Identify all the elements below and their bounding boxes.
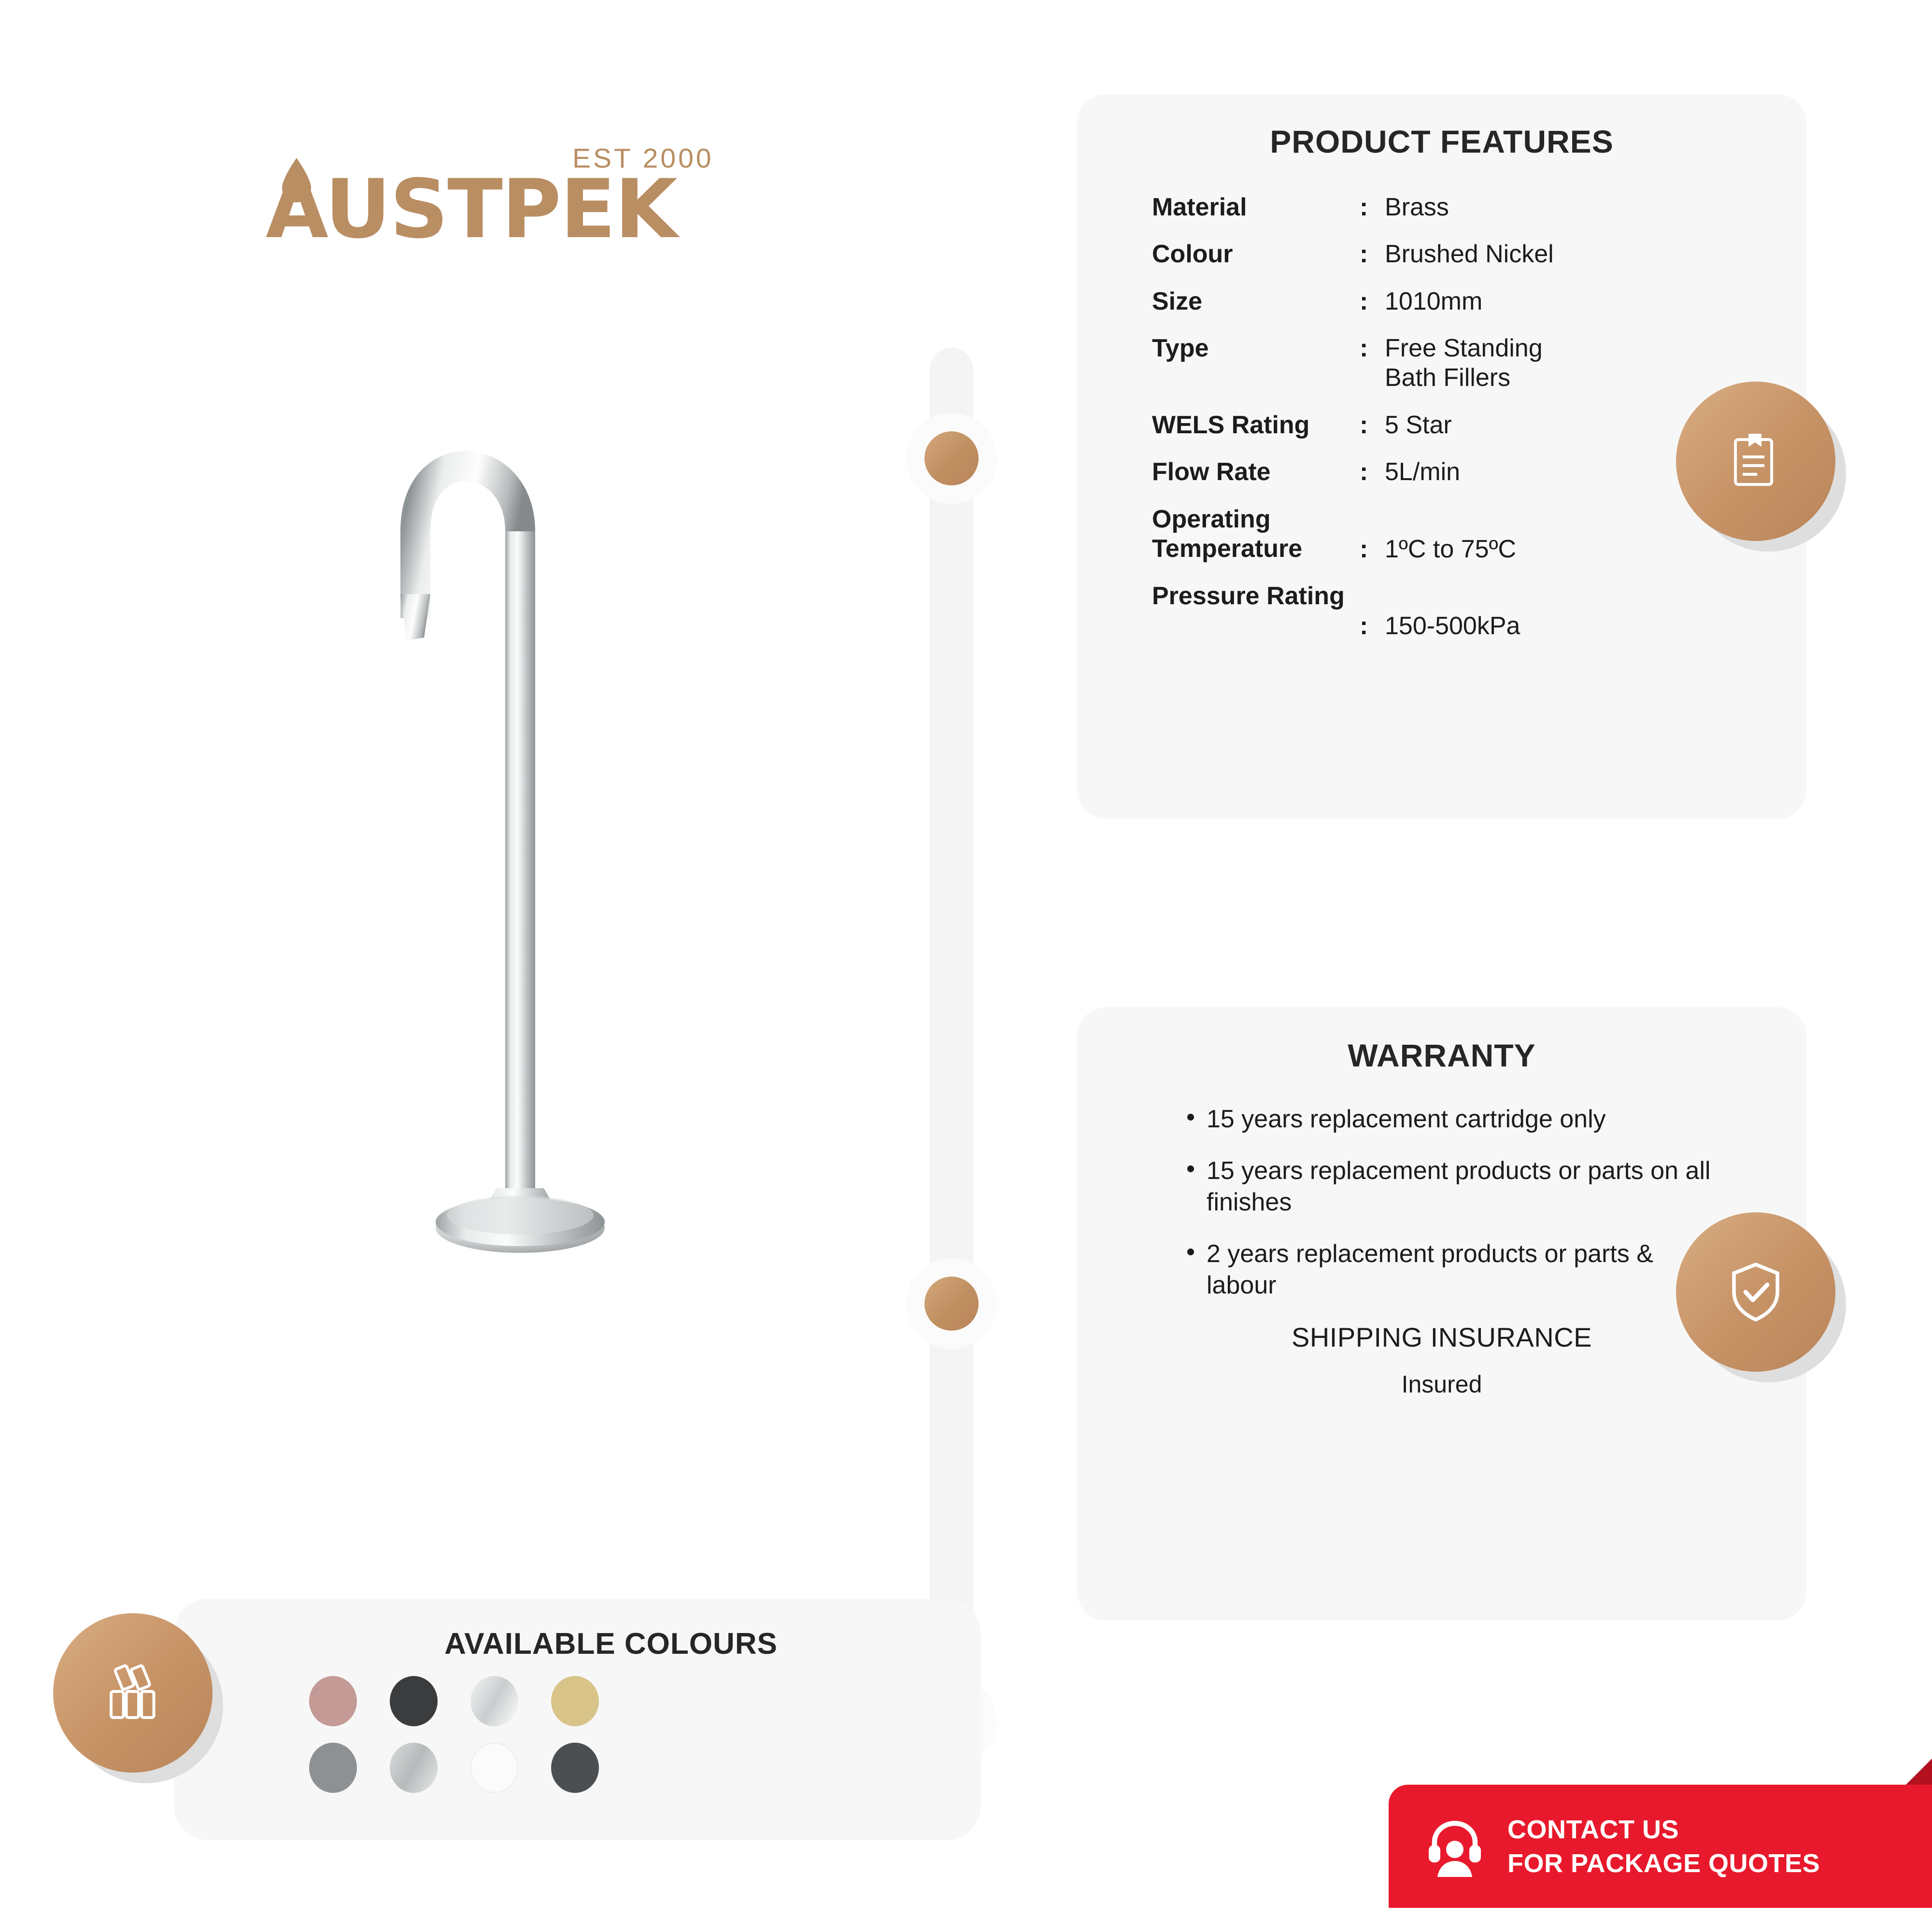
- contact-us-text: [1507, 1815, 1820, 1878]
- swatch-brushed-rose-gold[interactable]: [309, 1676, 357, 1726]
- spec-value: 1010mm: [1385, 287, 1483, 315]
- available-colours-title: AVAILABLE COLOURS: [444, 1627, 778, 1661]
- spec-separator: :: [1360, 458, 1368, 486]
- spec-separator: :: [1360, 611, 1368, 640]
- swatch-chrome[interactable]: [470, 1676, 518, 1726]
- spec-label-line1: Pressure: [1152, 582, 1260, 610]
- table-row: [1152, 457, 1746, 504]
- shipping-insurance-title: SHIPPING INSURANCE: [1292, 1322, 1592, 1352]
- document-badge: [1676, 382, 1835, 541]
- swatch-matte-white[interactable]: [470, 1743, 518, 1793]
- swatch-brushed-nickel[interactable]: [390, 1743, 438, 1793]
- table-row: [1152, 287, 1746, 334]
- spec-label: Size: [1152, 287, 1203, 315]
- spec-label: Flow Rate: [1152, 458, 1271, 486]
- spec-separator: :: [1360, 193, 1368, 221]
- spec-value: 1ºC to 75ºC: [1385, 535, 1517, 563]
- track-node-warranty: [906, 1258, 997, 1349]
- connector-track: [930, 348, 973, 1773]
- table-row: [1152, 411, 1746, 457]
- spec-value: Brushed Nickel: [1385, 240, 1554, 269]
- shipping-insurance-value: Insured: [1401, 1371, 1482, 1398]
- spec-value: 5L/min: [1385, 458, 1461, 486]
- spec-separator: :: [1360, 411, 1368, 439]
- spec-separator: :: [1360, 240, 1368, 269]
- certificate-icon: [1719, 425, 1792, 497]
- warranty-badge: [1676, 1212, 1835, 1372]
- contact-us-line2: FOR PACKAGE QUOTES: [1507, 1848, 1820, 1878]
- spec-value: 150-500kPa: [1385, 611, 1520, 640]
- spec-value-line2: Bath Fillers: [1385, 364, 1511, 392]
- brand-name: AUSTPEK: [266, 162, 677, 256]
- contact-us-banner[interactable]: [1389, 1785, 1932, 1908]
- table-row: [1152, 193, 1746, 240]
- spec-separator: :: [1360, 334, 1368, 363]
- spec-label: Colour: [1152, 240, 1233, 269]
- swatch-dark-charcoal[interactable]: [551, 1743, 599, 1793]
- headset-support-icon: [1419, 1810, 1491, 1883]
- list-item: • 15 years replacement cartridge only: [1183, 1104, 1729, 1135]
- contact-us-line1: CONTACT US: [1507, 1815, 1679, 1844]
- swatch-gunmetal-grey[interactable]: [309, 1743, 357, 1793]
- spec-value: [1385, 334, 1746, 411]
- colour-swatch-row: [309, 1743, 599, 1793]
- list-item: • 2 years replacement products or parts & labour: [1183, 1238, 1729, 1301]
- colour-swatch-grid: [309, 1676, 599, 1809]
- spec-separator: :: [1360, 287, 1368, 315]
- spec-label: [1152, 582, 1360, 658]
- spec-label-line2: Rating: [1266, 582, 1345, 610]
- spec-value-line1: Free Standing: [1385, 334, 1543, 363]
- table-row: [1152, 582, 1746, 658]
- warranty-title: WARRANTY: [1348, 1037, 1536, 1073]
- warranty-list: [1183, 1104, 1729, 1301]
- list-item: • 15 years replacement products or parts on all finishes: [1183, 1155, 1729, 1218]
- colour-swatch-icon: [97, 1657, 169, 1729]
- table-row: [1152, 240, 1746, 286]
- spec-value: Brass: [1385, 193, 1449, 221]
- shield-check-icon: [1719, 1256, 1792, 1328]
- table-row: [1152, 334, 1746, 411]
- swatch-matte-black[interactable]: [390, 1676, 438, 1726]
- brand-est: EST 2000: [572, 143, 714, 174]
- spec-label-line2: Temperature: [1152, 534, 1303, 563]
- brand-logo: [208, 68, 749, 256]
- spec-label-line1: Operating: [1152, 505, 1271, 533]
- table-row: [1152, 505, 1746, 582]
- swatch-brushed-brass[interactable]: [551, 1676, 599, 1726]
- product-features-title: PRODUCT FEATURES: [1270, 124, 1614, 159]
- colours-badge: [53, 1613, 213, 1773]
- product-image: [270, 367, 782, 1391]
- spec-label: Type: [1152, 334, 1209, 363]
- spec-separator: :: [1360, 535, 1368, 563]
- product-features-table: [1152, 193, 1746, 658]
- spec-label: [1152, 505, 1360, 582]
- track-node-features: [906, 413, 997, 504]
- spec-label: WELS Rating: [1152, 411, 1310, 439]
- spec-label: Material: [1152, 193, 1247, 221]
- spec-value: 5 Star: [1385, 411, 1452, 439]
- colour-swatch-row: [309, 1676, 599, 1726]
